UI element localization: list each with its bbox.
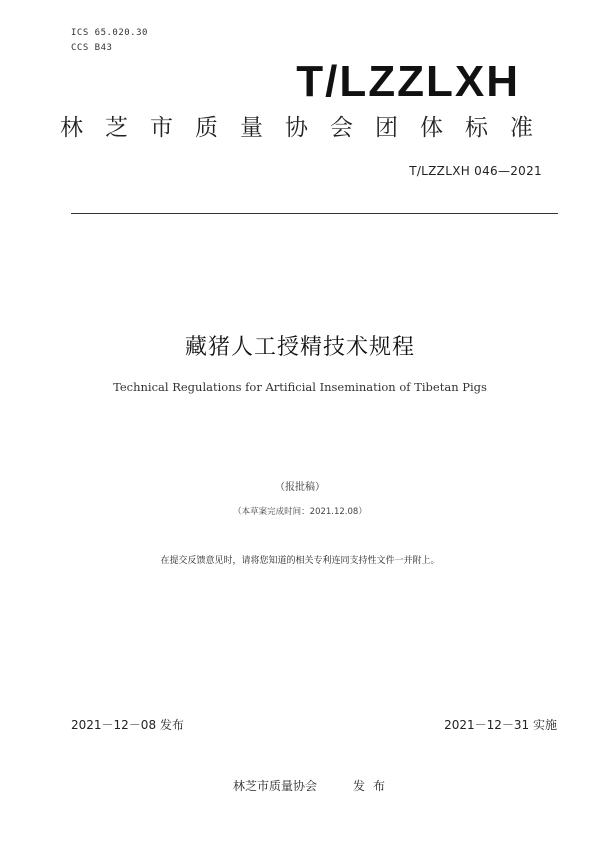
ccs-code: CCS B43 bbox=[71, 43, 113, 53]
implementation-date: 2021－12－31 实施 bbox=[444, 718, 557, 732]
issue-date: 2021－12－08 发布 bbox=[71, 718, 184, 732]
standard-code-logo: T/LZZLXH bbox=[296, 57, 520, 106]
patent-notice: 在提交反馈意见时，请将您知道的相关专利连同支持性文件一并附上。 bbox=[160, 556, 440, 566]
ics-code: ICS 65.020.30 bbox=[71, 28, 148, 38]
standard-number: T/LZZLXH 046—2021 bbox=[409, 164, 542, 178]
document-title-chinese: 藏猪人工授精技术规程 bbox=[184, 335, 415, 360]
publisher-name: 林芝市质量协会 bbox=[233, 779, 318, 793]
header-divider bbox=[71, 213, 558, 214]
organization-standard-title: 林芝市质量协会团体标准 bbox=[60, 115, 550, 141]
draft-completion-date: （本草案完成时间：2021.12.08） bbox=[233, 507, 367, 517]
publish-label: 发布 bbox=[353, 779, 394, 793]
draft-status: （报批稿） bbox=[275, 482, 325, 493]
document-title-english: Technical Regulations for Artificial Insemination of Tibetan Pigs bbox=[113, 380, 487, 394]
